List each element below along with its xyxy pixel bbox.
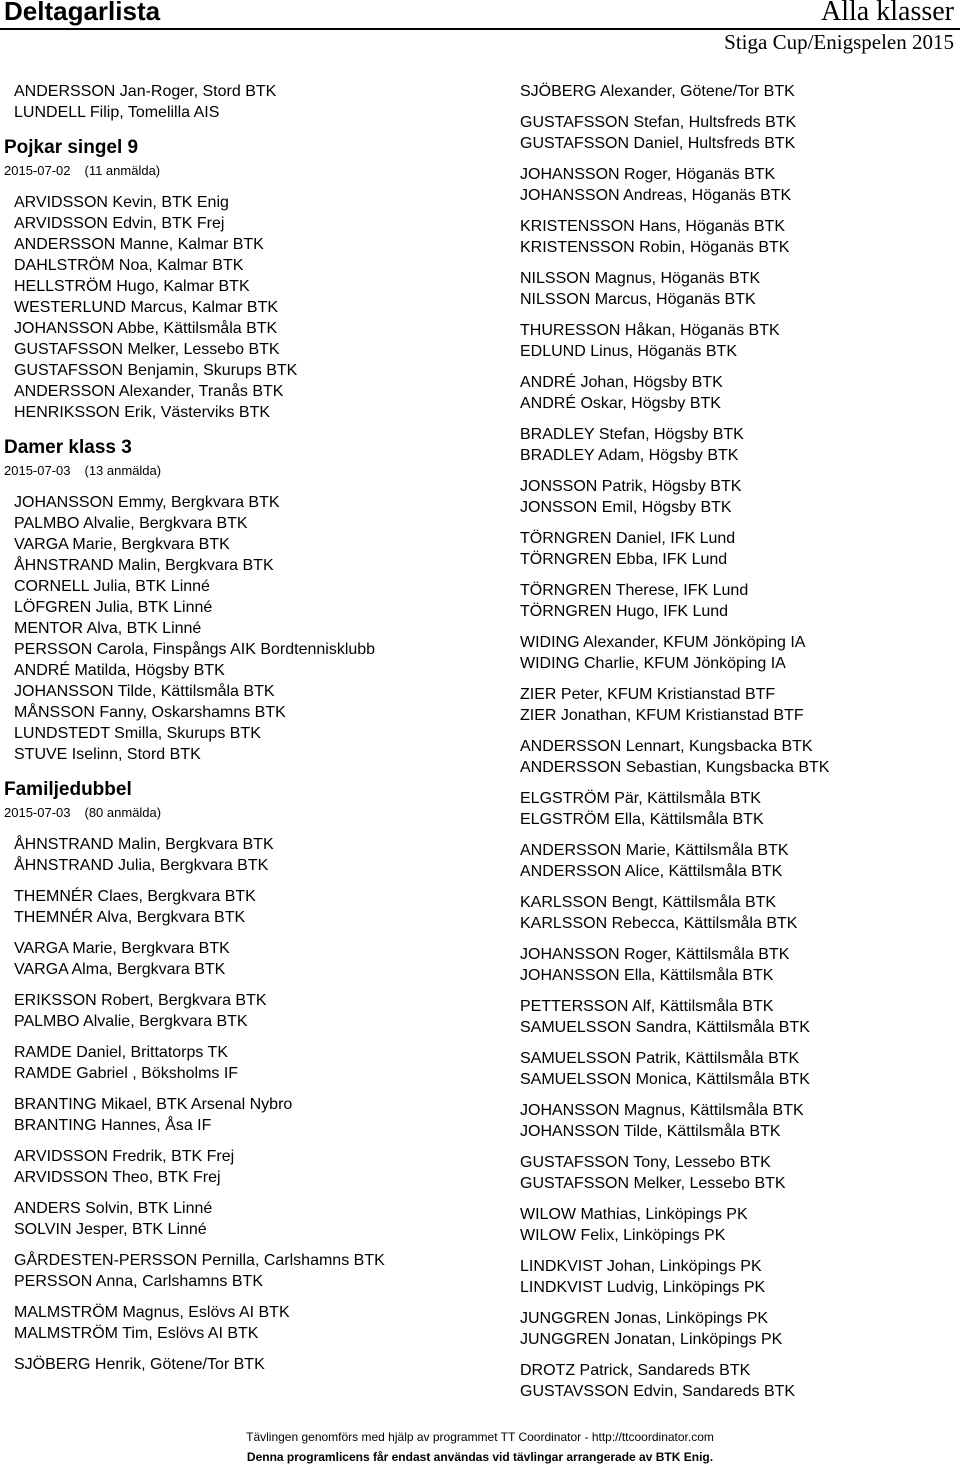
doubles-pair [506,320,960,362]
page-title: Deltagarlista [4,0,161,26]
player-entry: WIDING Charlie, KFUM Jönköping IA [520,655,786,672]
player-entry: ANDRÉ Oskar, Högsby BTK [520,395,721,412]
player-entry: GUSTAFSSON Daniel, Hultsfreds BTK [520,135,796,152]
player-entry: ANDERSSON Lennart, Kungsbacka BTK [520,738,813,755]
player-entry: ANDRÉ Johan, Högsby BTK [520,374,723,391]
player-entry: ANDRÉ Matilda, Högsby BTK [14,662,225,679]
player-entry: JOHANSSON Abbe, Kättilsmåla BTK [14,320,278,337]
section-title: Damer klass 3 [4,437,132,458]
player-entry: PERSSON Carola, Finspångs AIK Bordtennisklubb [14,641,376,658]
section-count: (80 anmälda) [84,805,162,820]
player-entry: TÖRNGREN Hugo, IFK Lund [520,603,729,620]
doubles-pair [0,990,500,1032]
player-entry: GUSTAFSSON Melker, Lessebo BTK [520,1175,786,1192]
player-entry: ARVIDSSON Kevin, BTK Enig [14,194,229,211]
player-entry: GUSTAFSSON Stefan, Hultsfreds BTK [520,114,797,131]
player-entry: RAMDE Daniel, Brittatorps TK [14,1044,228,1061]
doubles-pair [506,1100,960,1142]
section-date: 2015-07-02 [4,163,71,178]
player-entry: JOHANSSON Emmy, Bergkvara BTK [14,494,280,511]
doubles-pair [506,892,960,934]
player-entry: ARVIDSSON Fredrik, BTK Frej [14,1148,235,1165]
doubles-pair [506,112,960,154]
section-count: (11 anmälda) [84,163,161,178]
player-entry: JOHANSSON Roger, Kättilsmåla BTK [520,946,790,963]
player-entry: GUSTAVSSON Edvin, Sandareds BTK [520,1383,796,1400]
player-entry: ERIKSSON Robert, Bergkvara BTK [14,992,267,1009]
doubles-pair [506,788,960,830]
class-section [0,437,500,765]
section-title: Pojkar singel 9 [4,137,139,158]
player-entry: ARVIDSSON Theo, BTK Frej [14,1169,221,1186]
player-entry: JOHANSSON Roger, Höganäs BTK [520,166,776,183]
player-entry: MALMSTRÖM Magnus, Eslövs AI BTK [14,1304,290,1321]
player-entry: ANDERSSON Alice, Kättilsmåla BTK [520,863,783,880]
player-entry: JONSSON Emil, Högsby BTK [520,499,732,516]
doubles-pair [506,684,960,726]
player-entry: JOHANSSON Ella, Kättilsmåla BTK [520,967,774,984]
doubles-pair [506,476,960,518]
player-entry: VARGA Marie, Bergkvara BTK [14,536,230,553]
player-entry: BRADLEY Stefan, Högsby BTK [520,426,744,443]
doubles-pair [0,1250,500,1292]
player-entry: LINDKVIST Johan, Linköpings PK [520,1258,762,1275]
page-footer [0,1428,960,1466]
doubles-pair [506,1152,960,1194]
doubles-pair [506,996,960,1038]
player-entry: PERSSON Anna, Carlshamns BTK [14,1273,263,1290]
player-entry: WESTERLUND Marcus, Kalmar BTK [14,299,279,316]
player-entry: MÅNSSON Fanny, Oskarshamns BTK [14,704,286,721]
player-entry: GUSTAFSSON Melker, Lessebo BTK [14,341,280,358]
section-meta [0,463,500,479]
player-entry: GUSTAFSSON Benjamin, Skurups BTK [14,362,298,379]
player-entry: SAMUELSSON Sandra, Kättilsmåla BTK [520,1019,810,1036]
player-entry: RAMDE Gabriel , Böksholms IF [14,1065,239,1082]
doubles-pair [506,944,960,986]
player-entry: MALMSTRÖM Tim, Eslövs AI BTK [14,1325,259,1342]
doubles-pair [506,580,960,622]
player-entry: ANDERSSON Alexander, Tranås BTK [14,383,284,400]
player-entry: ELGSTRÖM Pär, Kättilsmåla BTK [520,790,761,807]
player-entry: SAMUELSSON Monica, Kättilsmåla BTK [520,1071,810,1088]
section-title: Familjedubbel [4,779,132,800]
doubles-pair [506,424,960,466]
doubles-pair [506,372,960,414]
event-name: Stiga Cup/Enigspelen 2015 [724,30,954,54]
doubles-pair [506,1204,960,1246]
player-entry: PALMBO Alvalie, Bergkvara BTK [14,515,248,532]
doubles-pair [0,886,500,928]
player-entry: WIDING Alexander, KFUM Jönköping IA [520,634,806,651]
player-entry: VARGA Alma, Bergkvara BTK [14,961,226,978]
player-entry: JONSSON Patrik, Högsby BTK [520,478,742,495]
player-entry: THEMNÉR Claes, Bergkvara BTK [14,888,256,905]
player-entry: LUNDSTEDT Smilla, Skurups BTK [14,725,261,742]
player-entry: WILOW Felix, Linköpings PK [520,1227,726,1244]
player-entry: DAHLSTRÖM Noa, Kalmar BTK [14,257,244,274]
player-entry: ZIER Peter, KFUM Kristianstad BTF [520,686,776,703]
player-entry: SOLVIN Jesper, BTK Linné [14,1221,207,1238]
player-entry: VARGA Marie, Bergkvara BTK [14,940,230,957]
player-entry: NILSSON Marcus, Höganäs BTK [520,291,756,308]
player-entry: SJÖBERG Alexander, Götene/Tor BTK [520,83,795,100]
player-entry: TÖRNGREN Therese, IFK Lund [520,582,749,599]
player-entry: JOHANSSON Tilde, Kättilsmåla BTK [14,683,275,700]
doubles-pair [0,1354,500,1375]
player-entry: WILOW Mathias, Linköpings PK [520,1206,748,1223]
player-entry: LUNDELL Filip, Tomelilla AIS [14,104,220,121]
player-entry: PALMBO Alvalie, Bergkvara BTK [14,1013,248,1030]
player-entry: MENTOR Alva, BTK Linné [14,620,202,637]
doubles-pair [506,1048,960,1090]
player-entry: ELGSTRÖM Ella, Kättilsmåla BTK [520,811,764,828]
player-entry: ÅHNSTRAND Malin, Bergkvara BTK [14,557,274,574]
right-column [506,81,960,1412]
continued-pair [0,81,500,123]
player-entry: CORNELL Julia, BTK Linné [14,578,210,595]
doubles-pair [506,632,960,674]
section-meta [0,805,500,821]
player-entry: ZIER Jonathan, KFUM Kristianstad BTF [520,707,804,724]
player-entry: TÖRNGREN Ebba, IFK Lund [520,551,728,568]
player-entry: ARVIDSSON Edvin, BTK Frej [14,215,225,232]
doubles-pair [506,528,960,570]
left-column [0,81,500,1385]
player-entry: TÖRNGREN Daniel, IFK Lund [520,530,736,547]
player-entry: LINDKVIST Ludvig, Linköpings PK [520,1279,766,1296]
doubles-pair [506,840,960,882]
doubles-pair [0,1198,500,1240]
doubles-pair [0,1302,500,1344]
player-entry: PETTERSSON Alf, Kättilsmåla BTK [520,998,774,1015]
player-entry: HENRIKSSON Erik, Västerviks BTK [14,404,271,421]
player-entry: KRISTENSSON Robin, Höganäs BTK [520,239,790,256]
player-entry: KARLSSON Bengt, Kättilsmåla BTK [520,894,777,911]
doubles-pair [506,164,960,206]
doubles-pair [0,834,500,876]
player-entry: ANDERSSON Manne, Kalmar BTK [14,236,264,253]
player-entry: ÅHNSTRAND Malin, Bergkvara BTK [14,836,274,853]
player-entry: ANDERS Solvin, BTK Linné [14,1200,213,1217]
player-entry: ANDERSSON Marie, Kättilsmåla BTK [520,842,789,859]
player-entry: JOHANSSON Andreas, Höganäs BTK [520,187,792,204]
player-entry: SJÖBERG Henrik, Götene/Tor BTK [14,1356,265,1373]
player-entry: KRISTENSSON Hans, Höganäs BTK [520,218,785,235]
player-entry: GÅRDESTEN-PERSSON Pernilla, Carlshamns BTK [14,1252,385,1269]
player-entry: ÅHNSTRAND Julia, Bergkvara BTK [14,857,269,874]
player-entry: EDLUND Linus, Höganäs BTK [520,343,737,360]
player-entry: THURESSON Håkan, Höganäs BTK [520,322,780,339]
footer-license-note: Denna programlicens får endast användas vid tävlingar arrangerade av BTK Enig. [246,1450,714,1464]
player-entry: BRADLEY Adam, Högsby BTK [520,447,739,464]
doubles-pair [506,736,960,778]
section-count: (13 anmälda) [84,463,162,478]
doubles-pair [0,1146,500,1188]
doubles-pair [0,1042,500,1084]
player-entry: STUVE Iselinn, Stord BTK [14,746,201,763]
section-date: 2015-07-03 [4,463,71,478]
player-entry: JUNGGREN Jonas, Linköpings PK [520,1310,769,1327]
doubles-pair [506,81,960,102]
doubles-pair [506,216,960,258]
page-header [0,0,960,62]
doubles-pair [506,268,960,310]
doubles-pair [506,1308,960,1350]
player-entry: GUSTAFSSON Tony, Lessebo BTK [520,1154,771,1171]
footer-software-note: Tävlingen genomförs med hjälp av programmet TT Coordinator - http://ttcoordinator.com [246,1430,714,1444]
player-entry: BRANTING Mikael, BTK Arsenal Nybro [14,1096,293,1113]
doubles-pair [506,1360,960,1402]
player-entry: KARLSSON Rebecca, Kättilsmåla BTK [520,915,798,932]
player-entry: ANDERSSON Sebastian, Kungsbacka BTK [520,759,830,776]
player-entry: JOHANSSON Tilde, Kättilsmåla BTK [520,1123,781,1140]
player-entry: THEMNÉR Alva, Bergkvara BTK [14,909,246,926]
player-entry: LÖFGREN Julia, BTK Linné [14,599,213,616]
doubles-pair [0,938,500,980]
doubles-section [0,779,500,1375]
player-entry: HELLSTRÖM Hugo, Kalmar BTK [14,278,250,295]
player-entry: JUNGGREN Jonatan, Linköpings PK [520,1331,783,1348]
section-meta [0,163,500,179]
player-entry: NILSSON Magnus, Höganäs BTK [520,270,761,287]
player-entry: DROTZ Patrick, Sandareds BTK [520,1362,751,1379]
section-date: 2015-07-03 [4,805,71,820]
player-entry: JOHANSSON Magnus, Kättilsmåla BTK [520,1102,804,1119]
doubles-pair [0,1094,500,1136]
class-name: Alla klasser [821,0,954,27]
player-entry: ANDERSSON Jan-Roger, Stord BTK [14,83,277,100]
doubles-pair [506,1256,960,1298]
player-entry: BRANTING Hannes, Åsa IF [14,1117,212,1134]
class-section [0,137,500,423]
player-entry: SAMUELSSON Patrik, Kättilsmåla BTK [520,1050,800,1067]
